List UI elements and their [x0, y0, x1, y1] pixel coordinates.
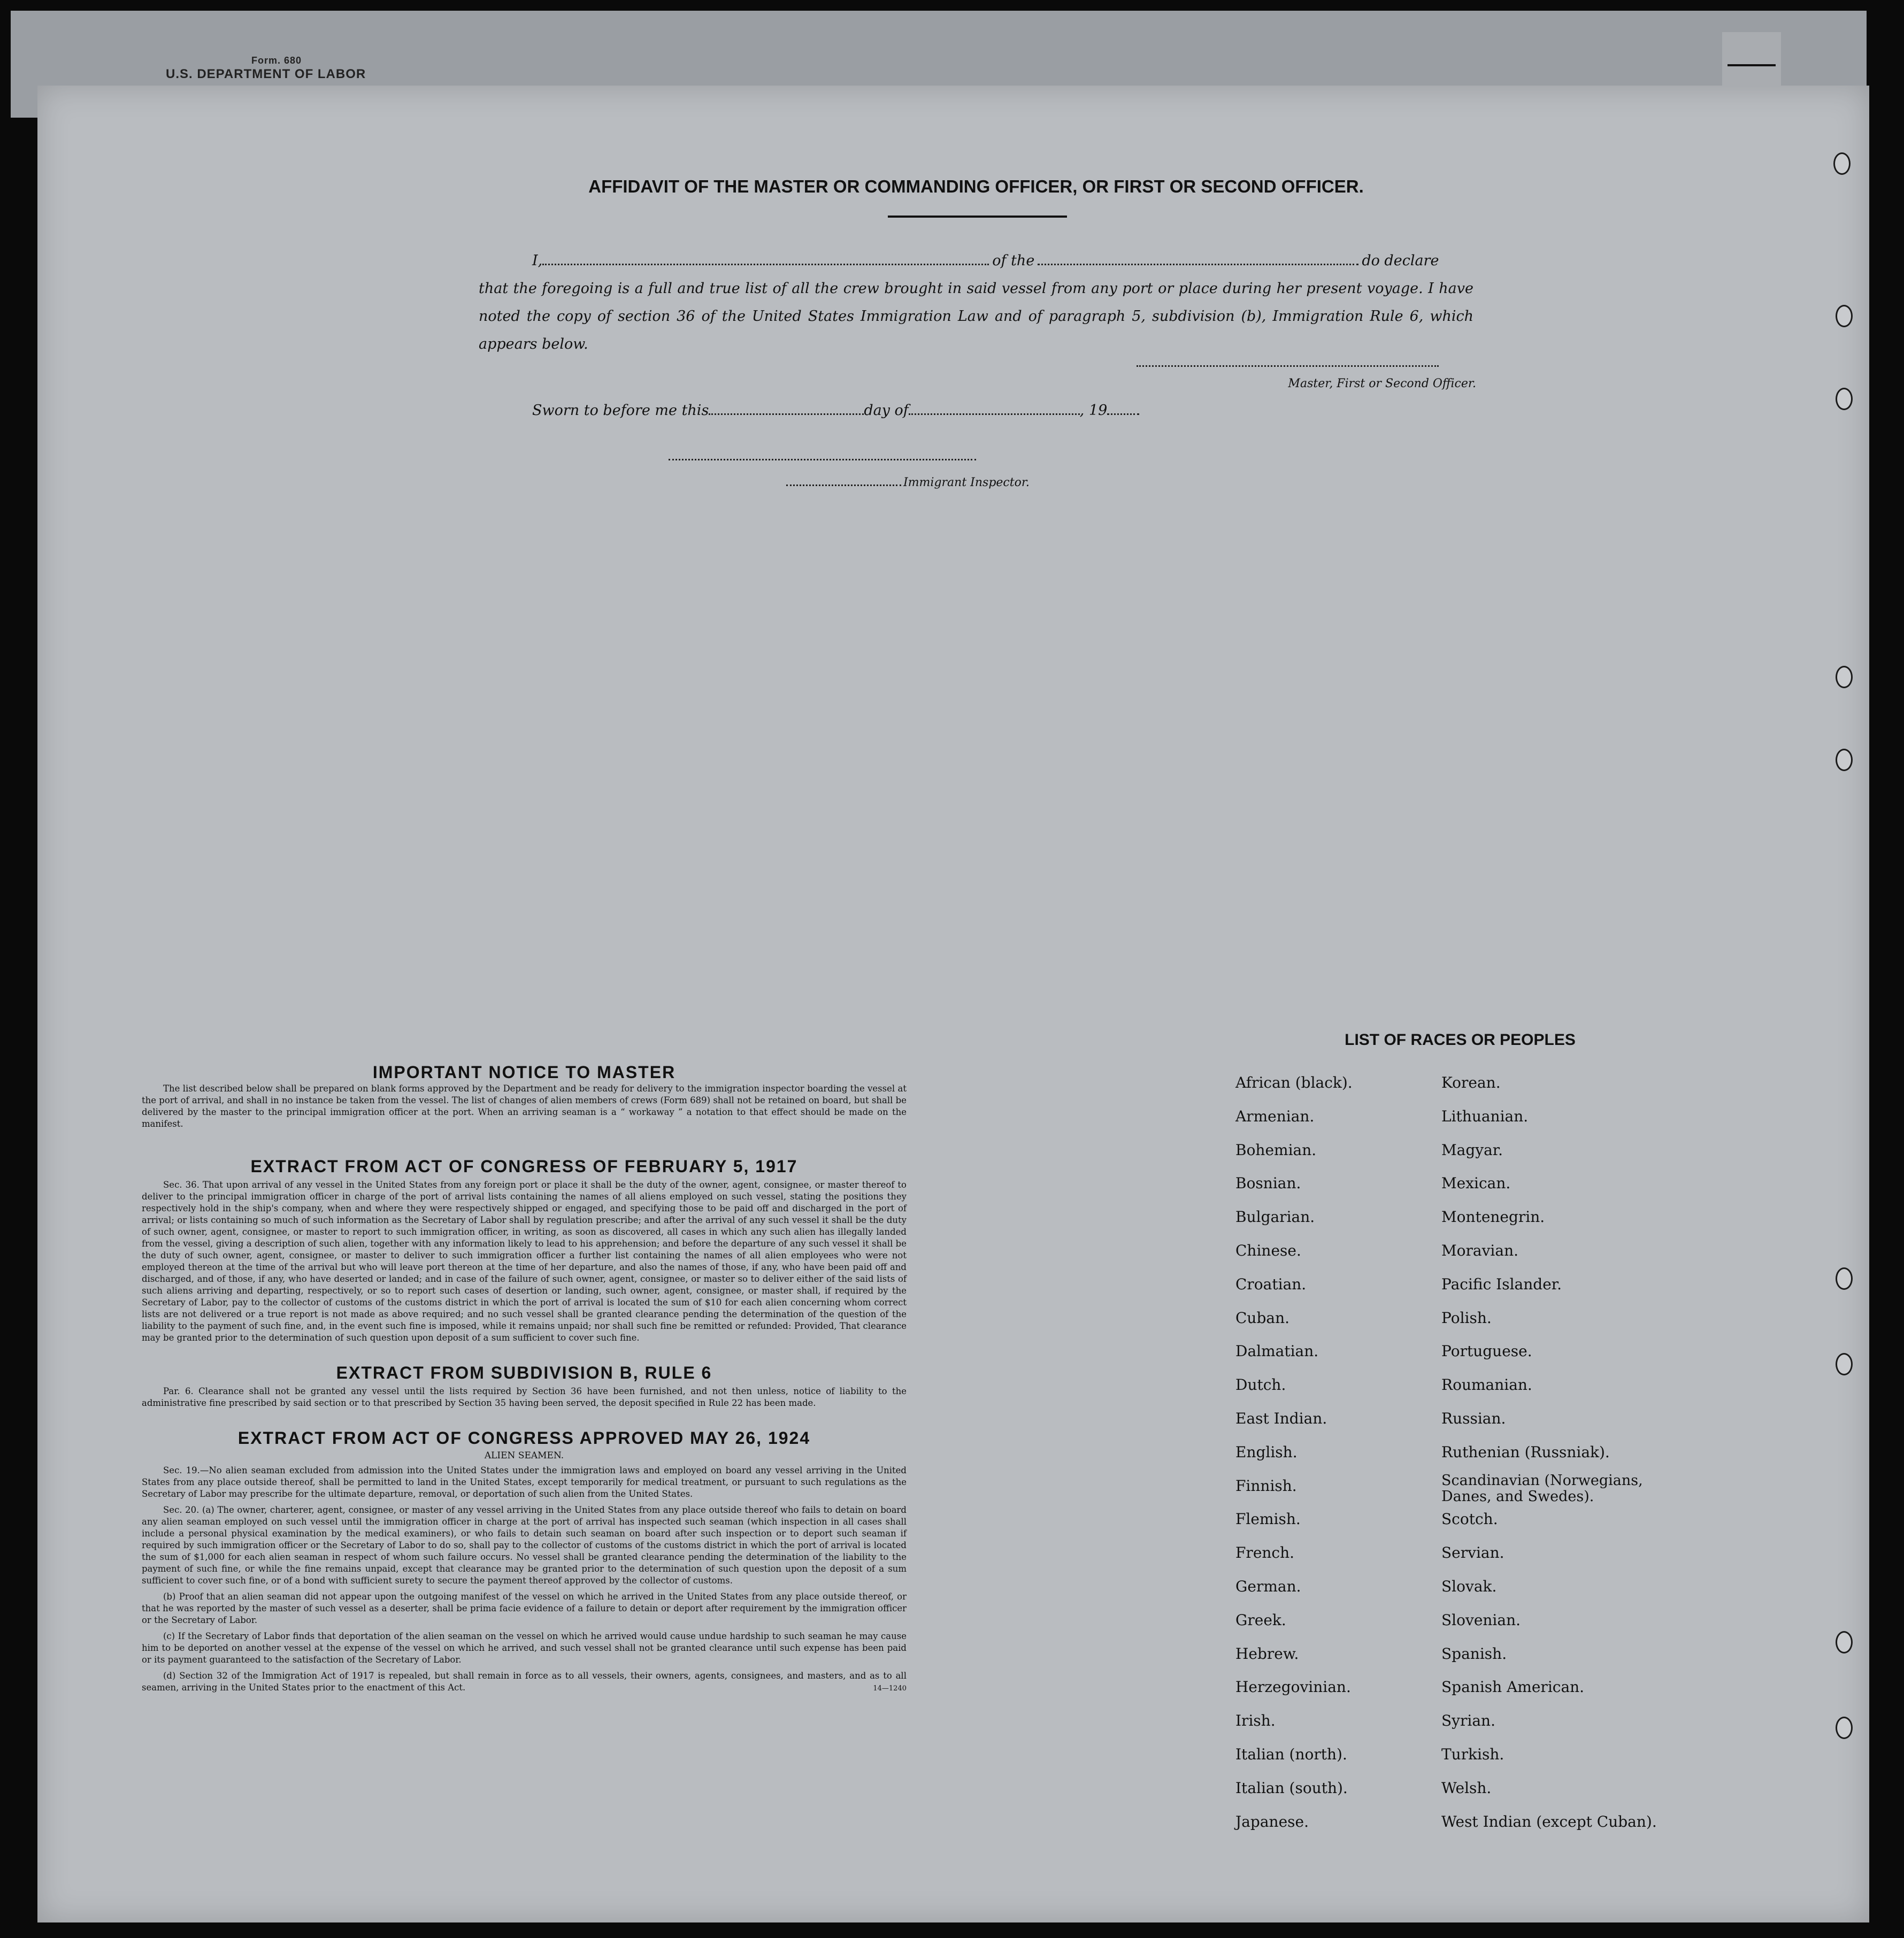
race-item: African (black).	[1235, 1074, 1353, 1091]
race-item: German.	[1235, 1578, 1301, 1595]
affidavit-body	[479, 247, 1473, 358]
race-item: Herzegovinian.	[1235, 1678, 1351, 1696]
race-item: Polish.	[1441, 1309, 1492, 1327]
race-item: West Indian (except Cuban).	[1441, 1813, 1657, 1831]
inspector-signature-field[interactable]	[669, 459, 976, 460]
race-item: Russian.	[1441, 1410, 1506, 1427]
race-item: Bohemian.	[1235, 1141, 1317, 1159]
race-item: Portuguese.	[1441, 1342, 1532, 1360]
inspector-label: Immigrant Inspector.	[903, 476, 1030, 489]
declarant-name-field[interactable]	[542, 264, 989, 265]
extract-1924-sec20d: (d) Section 32 of the Immigration Act of 1917 is repealed, but shall remain in force as to all vessels, their owners, agents, consignees, and masters, and as to all seamen, arriving in the United States prior to the enactment of this Act.	[142, 1671, 907, 1693]
binding-hole	[1836, 305, 1853, 327]
race-item: Scotch.	[1441, 1510, 1498, 1528]
tab-rule	[1728, 64, 1776, 66]
do-declare-label: do declare	[1362, 252, 1439, 269]
binding-hole	[1833, 152, 1851, 175]
sworn-month-field[interactable]	[909, 413, 1080, 415]
declaration-text: that the foregoing is a full and true list of all the crew brought in said vessel from any port or place during her present voyage. I have noted the copy of section 36 of the United States Immigration Law and of paragraph 5, subdivision (b), Immigration Rule 6, which appears below.	[479, 280, 1473, 352]
declaration-line	[479, 247, 1473, 275]
race-item: Korean.	[1441, 1074, 1501, 1091]
races-list-title: LIST OF RACES OR PEOPLES	[1345, 1031, 1576, 1049]
extract-1924-sec19: Sec. 19.—No alien seaman excluded from admission into the United States under the immigration laws and employed on board any vessel arriving in the United States from any place outside thereof, shall be permitted to land in the United States, except temporarily for medical treatment, or pursuant to such regulations as the Secretary of Labor may prescribe for the ultimate departure, removal, or deportation of such alien from the United States.	[142, 1465, 907, 1499]
race-item: Servian.	[1441, 1544, 1504, 1562]
inspector-name-field[interactable]	[786, 484, 901, 486]
race-item: Dutch.	[1235, 1376, 1286, 1394]
day-of-label: day of	[864, 402, 909, 419]
race-item: Montenegrin.	[1441, 1208, 1545, 1226]
race-item: Bosnian.	[1235, 1174, 1301, 1192]
legal-notices	[142, 1062, 907, 1695]
race-item: Pacific Islander.	[1441, 1275, 1562, 1293]
race-item: Cuban.	[1235, 1309, 1290, 1327]
race-item: Bulgarian.	[1235, 1208, 1315, 1226]
race-item: French.	[1235, 1544, 1295, 1562]
race-item: Armenian.	[1235, 1108, 1315, 1125]
year-label: , 19	[1079, 402, 1108, 419]
race-item: Japanese.	[1235, 1813, 1309, 1831]
race-item: Spanish.	[1441, 1645, 1507, 1663]
race-item: Slovak.	[1441, 1578, 1497, 1595]
race-item: Finnish.	[1235, 1477, 1297, 1495]
of-the-label: of the	[992, 252, 1035, 269]
extract-1917-title: EXTRACT FROM ACT OF CONGRESS OF FEBRUARY 5, 1917	[250, 1157, 798, 1176]
binding-hole	[1836, 1353, 1853, 1375]
master-signature-label: Master, First or Second Officer.	[1288, 377, 1476, 390]
race-item: Italian (north).	[1235, 1745, 1347, 1763]
extract-1924-subtitle: ALIEN SEAMEN.	[484, 1450, 564, 1461]
extract-1924-sec20b: (b) Proof that an alien seaman did not appear upon the outgoing manifest of the vessel on which he arrived in the United States from any place outside thereof, or that he was reported by the master of such vessel as a deserter, shall be prima facie evidence of a failure to detain or deport after requirement by the immigration officer or the Secretary of Labor.	[142, 1591, 907, 1625]
declarant-prefix: I,	[532, 252, 543, 269]
race-item: Lithuanian.	[1441, 1108, 1529, 1125]
extract-1924-title: EXTRACT FROM ACT OF CONGRESS APPROVED MAY 26, 1924	[237, 1428, 811, 1448]
race-item: Irish.	[1235, 1712, 1276, 1729]
race-item: East Indian.	[1235, 1410, 1327, 1427]
race-item: Welsh.	[1441, 1779, 1492, 1797]
extract-1924-sec20c: (c) If the Secretary of Labor finds that deportation of the alien seaman on the vessel on which he arrived would cause undue hardship to such seaman he may cause him to be deported on another vessel at the expense of the vessel on which he arrived, and such vessel shall not be granted clearance until such expense has been paid or its payment guaranteed to the satisfaction of the Secretary of Labor.	[142, 1631, 907, 1665]
sworn-prefix: Sworn to before me this	[532, 402, 709, 419]
binding-hole	[1836, 749, 1853, 771]
race-item: Turkish.	[1441, 1745, 1504, 1763]
master-signature-field[interactable]	[1137, 365, 1439, 367]
race-item: Flemish.	[1235, 1510, 1301, 1528]
binding-hole	[1836, 1631, 1853, 1654]
notice-text: The list described below shall be prepared on blank forms approved by the Department and be ready for delivery to the immigration inspector boarding the vessel at the port of arrival, and shall in no instance be taken from the vessel. The list of changes of alien members of crews (Form 689) shall not be retained on board, but shall be delivered by the master to the principal immigration officer at the port. When an arriving seaman is a “ workaway ” a notation to that effect should be made on the manifest.	[142, 1083, 907, 1129]
binding-hole	[1836, 1717, 1853, 1739]
sworn-line	[532, 402, 1174, 419]
extract-rule6-title: EXTRACT FROM SUBDIVISION B, RULE 6	[336, 1363, 712, 1382]
form-number: Form. 680	[251, 55, 302, 66]
binding-hole	[1836, 1267, 1853, 1290]
sworn-year-field[interactable]	[1107, 413, 1139, 415]
race-item: Syrian.	[1441, 1712, 1495, 1729]
title-rule	[888, 216, 1067, 218]
notice-title: IMPORTANT NOTICE TO MASTER	[372, 1063, 676, 1082]
race-item: Italian (south).	[1235, 1779, 1348, 1797]
race-item: Roumanian.	[1441, 1376, 1532, 1394]
race-item: Magyar.	[1441, 1141, 1503, 1159]
extract-1917-text: Sec. 36. That upon arrival of any vessel in the United States from any foreign port or place it shall be the duty of the owner, agent, consignee, or master thereof to deliver to the principal immigration officer in charge of the port of arrival lists containing the names of all aliens employed on such vessel, stating the positions they respectively hold in the ship's company, when and where they were respectively shipped or engaged, and specifying those to be paid off and discharged in the port of arrival; or lists containing so much of such information as the Secretary of Labor shall by regulation prescribe; and after the arrival of any such vessel it shall be the duty of such owner, agent, consignee, or master to report to such immigration officer, in writing, as soon as discovered, all cases in which any such alien has illegally landed from the vessel, giving a description of such alien, together with any information likely to lead to his apprehension; and before the departure of any such vessel it shall be the duty of such owner, agent, consignee, or master to deliver to such immigration officer a further list containing the names of all alien employees who were not employed thereon at the time of the arrival but who will leave port thereon at the time of her departure, and also the names of those, if any, who have been paid off and discharged, and of those, if any, who have deserted or landed; and in case of the failure of such owner, agent, consignee, or master so to deliver either of the said lists of such aliens arriving and departing, respectively, or so to report such cases of desertion or landing, such owner, agent, consignee, or master shall, if required by the Secretary of Labor, pay to the collector of customs of the customs district in which the port of arrival is located the sum of $10 for each alien concerning whom correct lists are not delivered or a true report is not made as above required; and no such vessel shall be granted clearance pending the determination of the question of the liability to the payment of such fine, and, in the event such fine is imposed, while it remains unpaid; nor shall such fine be remitted or refunded: Provided, That clearance may be granted prior to the determination of such question upon deposit of a sum sufficient to cover such fine.	[142, 1180, 907, 1343]
inspector-label-row	[786, 476, 1030, 489]
sworn-day-field[interactable]	[709, 413, 864, 415]
race-item: Scandinavian (Norwegians, Danes, and Swedes).	[1441, 1472, 1643, 1505]
binding-hole	[1836, 388, 1853, 410]
form-footer-number: 14—1240	[873, 1685, 907, 1693]
race-item: Spanish American.	[1441, 1678, 1585, 1696]
race-item: Greek.	[1235, 1611, 1286, 1629]
race-item: Moravian.	[1441, 1242, 1519, 1259]
underlying-form-header	[166, 55, 366, 82]
vessel-name-field[interactable]	[1038, 264, 1358, 265]
binding-hole	[1836, 666, 1853, 688]
department-name: U.S. DEPARTMENT OF LABOR	[166, 67, 366, 81]
race-item: Ruthenian (Russniak).	[1441, 1443, 1610, 1461]
race-item: Croatian.	[1235, 1275, 1307, 1293]
race-item: Chinese.	[1235, 1242, 1301, 1259]
extract-rule6-text: Par. 6. Clearance shall not be granted any vessel until the lists required by Section 36 have been furnished, and not then unless, notice of liability to the administrative fine prescribed by said section or to that prescribed by Section 35 having been served, the deposit specified in Rule 22 has been made.	[142, 1386, 907, 1408]
race-item: Dalmatian.	[1235, 1342, 1319, 1360]
race-item: Mexican.	[1441, 1174, 1511, 1192]
extract-1924-sec20a: Sec. 20. (a) The owner, charterer, agent, consignee, or master of any vessel arriving in the United States from any place outside thereof who fails to detain on board any alien seaman employed on such vessel until the immigration officer in charge at the port of arrival has inspected such seaman (which inspection in all cases shall include a personal physical examination by the medical examiners), or who fails to detain such seaman on board after such inspection or to deport such seaman if required by such immigration officer or the Secretary of Labor to do so, shall pay to the collector of customs of the customs district in which the port of arrival is located the sum of $1,000 for each alien seaman in respect of whom such failure occurs. No vessel shall be granted clearance pending the determination of the liability to the payment of such fine, or while the fine remains unpaid, except that clearance may be granted prior to the determination of such question upon the deposit of a sum sufficient to cover such fine, or of a bond with sufficient surety to secure the payment thereof approved by the collector of customs.	[142, 1505, 907, 1586]
race-item: Slovenian.	[1441, 1611, 1521, 1629]
race-item: Hebrew.	[1235, 1645, 1299, 1663]
race-item: English.	[1235, 1443, 1298, 1461]
affidavit-title: AFFIDAVIT OF THE MASTER OR COMMANDING OFFICER, OR FIRST OR SECOND OFFICER.	[588, 176, 1364, 196]
